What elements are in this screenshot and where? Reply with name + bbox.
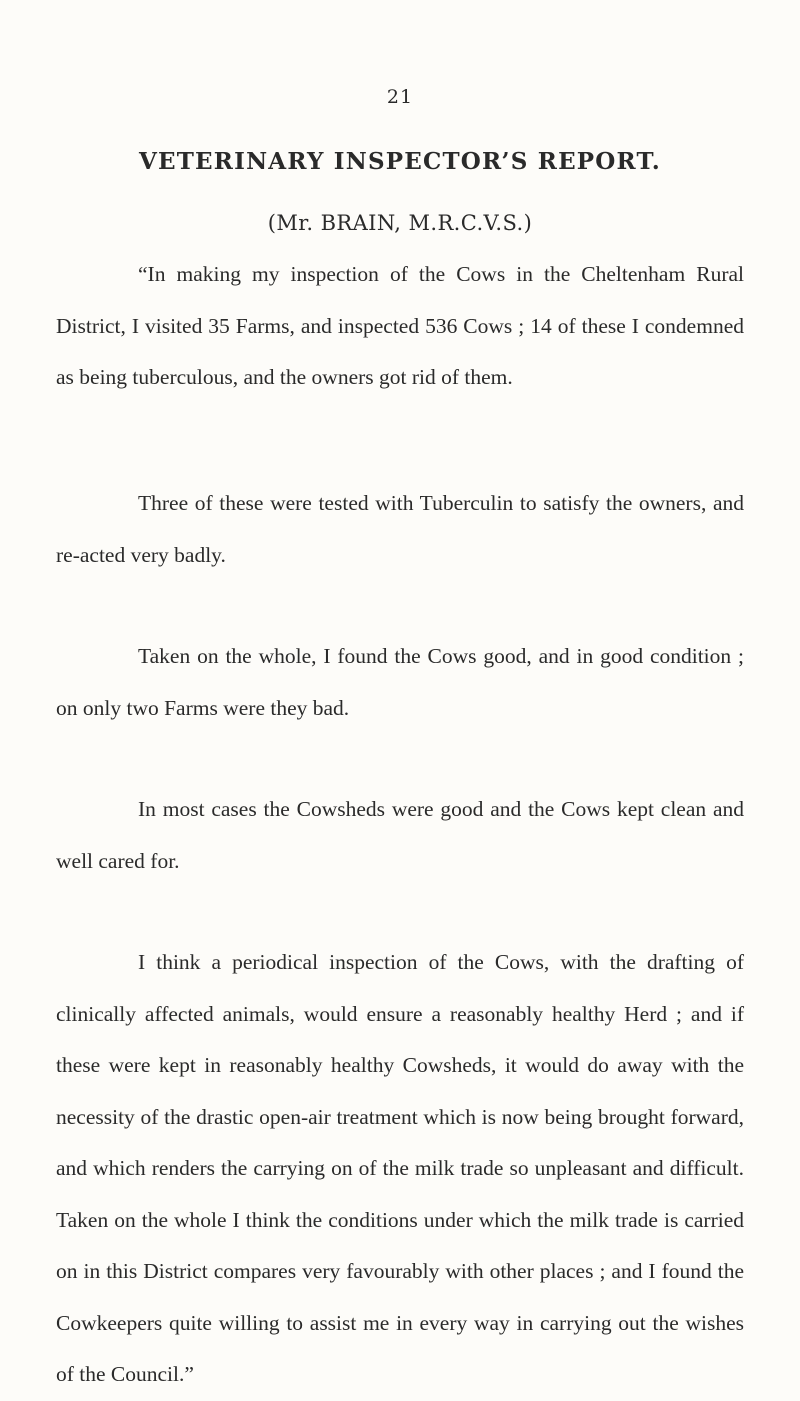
paragraph: “In making my inspection of the Cows in the Cheltenham Rural District, I visited 35 Farms, and inspected 536 Cows ; 14 of these I condemned as being tuberculous, and the owners got rid of them. — [56, 262, 744, 389]
paragraph: Three of these were tested with Tuberculin to satisfy the owners, and re-acted very badly. — [56, 491, 744, 567]
paragraph: I think a periodical inspection of the Cows, with the drafting of clinically affected animals, would ensure a reasonably healthy Herd ; and if these were kept in reasonably healthy Cowsheds, it would do away with the necessity of the drastic open-air treatment which is now being brought forward, and which renders the carrying on of the milk trade so unpleasant and difficult. Taken on the whole I think the conditions under which the milk trade is carried on in this District compares very favourably with other places ; and I found the Cowkeepers quite willing to assist me in every way in carrying out the wishes of the Council.” — [56, 950, 744, 1386]
paragraph: Taken on the whole, I found the Cows good, and in good condition ; on only two Farms were they bad. — [56, 644, 744, 720]
report-author: (Mr. BRAIN, M.R.C.V.S.) — [267, 211, 533, 235]
paragraph: In most cases the Cowsheds were good and the Cows kept clean and well cared for. — [56, 797, 744, 873]
page-number: 21 — [386, 86, 414, 108]
report-title: VETERINARY INSPECTOR’S REPORT. — [138, 148, 662, 175]
